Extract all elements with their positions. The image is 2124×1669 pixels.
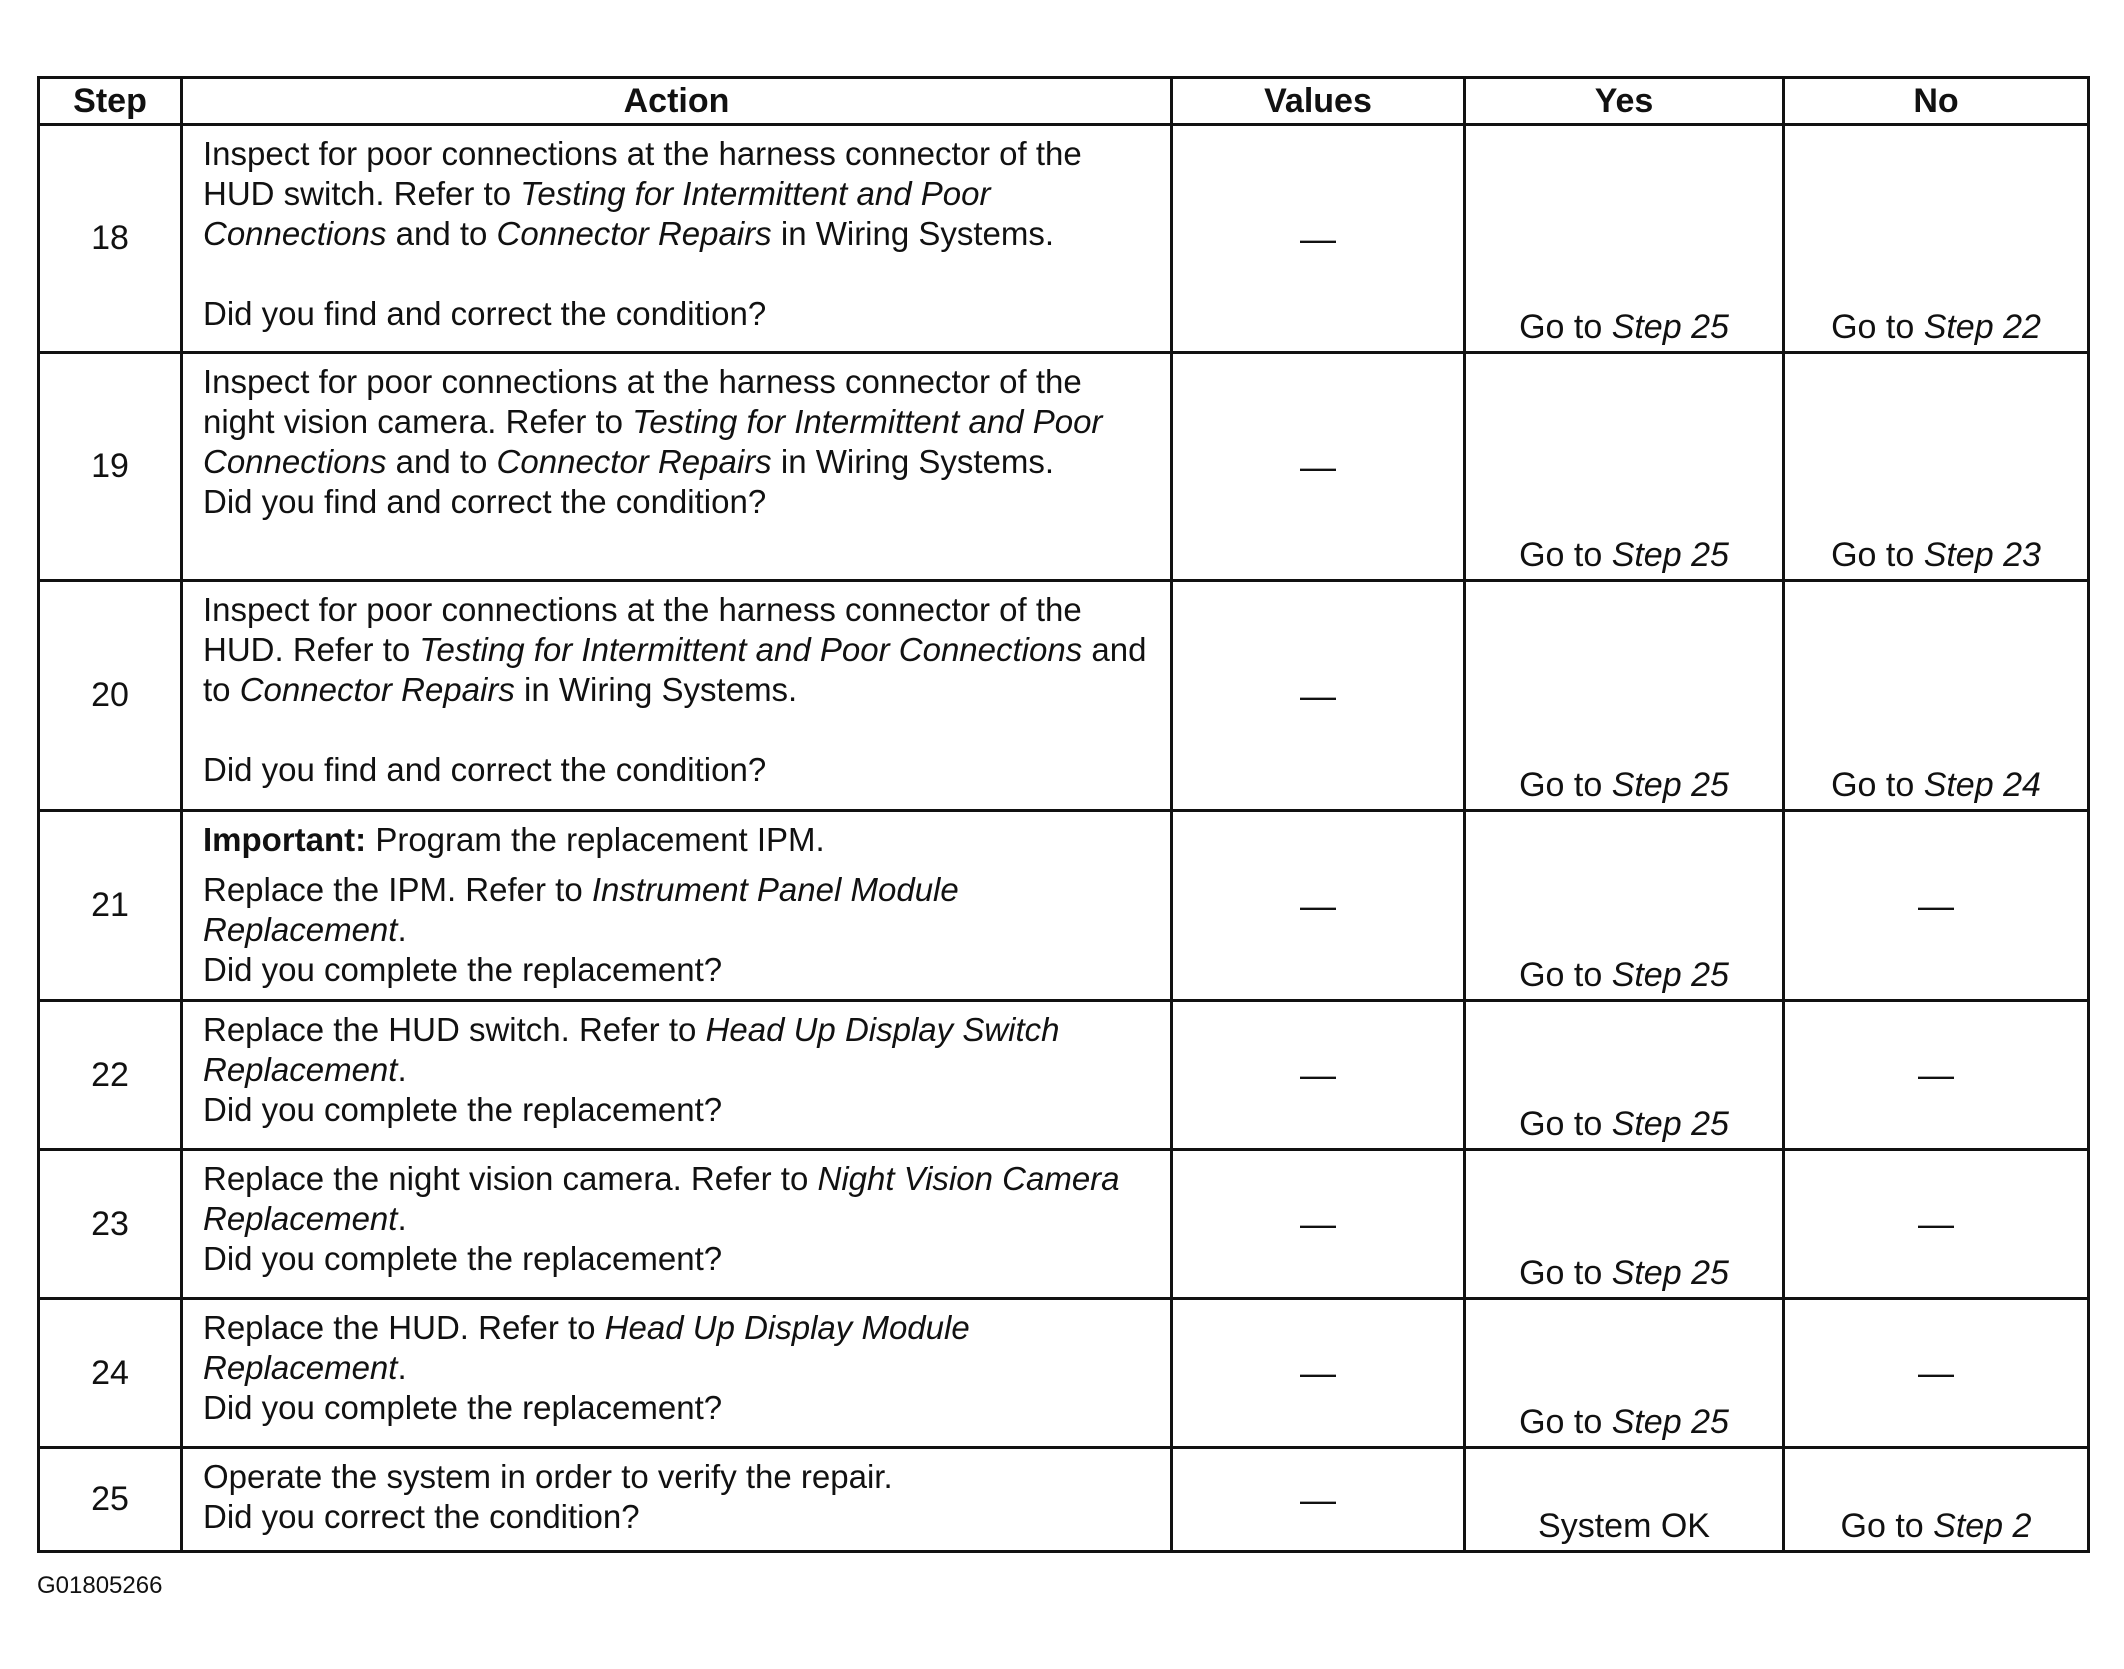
action-text: Replace the IPM. Refer to Instrument Panel Module Replacement.	[203, 871, 959, 948]
values-cell: —	[1172, 125, 1465, 353]
table-row	[39, 581, 2089, 811]
action-question: Did you find and correct the condition?	[203, 483, 767, 520]
important-note: Important: Program the replacement IPM.	[203, 821, 825, 858]
diagnostic-table-container	[37, 76, 2087, 1553]
action-question: Did you find and correct the condition?	[203, 295, 767, 332]
action-question: Did you complete the replacement?	[203, 1091, 723, 1128]
step-number: 22	[39, 1001, 182, 1150]
action-cell	[182, 125, 1172, 353]
action-text: Replace the HUD switch. Refer to Head Up Display Switch Replacement.	[203, 1011, 1060, 1088]
action-text: Inspect for poor connections at the harness connector of the night vision camera. Refer to Testing for Intermittent and Poor Connections and to Connector Repairs in Wiring Systems.	[203, 363, 1103, 480]
yes-cell: Go to Step 25	[1465, 1150, 1784, 1299]
values-cell: —	[1172, 1299, 1465, 1448]
table-row	[39, 811, 2089, 1001]
action-cell	[182, 811, 1172, 1001]
values-cell: —	[1172, 1001, 1465, 1150]
action-cell	[182, 1299, 1172, 1448]
table-row	[39, 1299, 2089, 1448]
yes-cell: Go to Step 25	[1465, 811, 1784, 1001]
step-number: 23	[39, 1150, 182, 1299]
action-cell	[182, 1001, 1172, 1150]
values-cell: —	[1172, 1448, 1465, 1552]
action-question: Did you complete the replacement?	[203, 951, 723, 988]
action-question: Did you complete the replacement?	[203, 1240, 723, 1277]
no-cell: —	[1784, 1001, 2089, 1150]
table-row	[39, 353, 2089, 581]
yes-cell: Go to Step 25	[1465, 353, 1784, 581]
yes-cell: Go to Step 25	[1465, 125, 1784, 353]
action-question: Did you complete the replacement?	[203, 1389, 723, 1426]
action-question: Did you correct the condition?	[203, 1498, 640, 1535]
no-cell: Go to Step 24	[1784, 581, 2089, 811]
step-number: 25	[39, 1448, 182, 1552]
figure-id: G01805266	[37, 1572, 163, 1599]
header-yes: Yes	[1465, 78, 1784, 125]
header-action: Action	[182, 78, 1172, 125]
values-cell: —	[1172, 811, 1465, 1001]
header-values: Values	[1172, 78, 1465, 125]
no-cell: Go to Step 23	[1784, 353, 2089, 581]
action-question: Did you find and correct the condition?	[203, 751, 767, 788]
yes-cell: Go to Step 25	[1465, 581, 1784, 811]
values-cell: —	[1172, 581, 1465, 811]
table-row	[39, 125, 2089, 353]
header-row	[39, 78, 2089, 125]
no-cell: —	[1784, 1150, 2089, 1299]
step-number: 19	[39, 353, 182, 581]
action-cell	[182, 353, 1172, 581]
header-no: No	[1784, 78, 2089, 125]
yes-cell: Go to Step 25	[1465, 1001, 1784, 1150]
header-step: Step	[39, 78, 182, 125]
no-cell: —	[1784, 811, 2089, 1001]
action-cell	[182, 1448, 1172, 1552]
values-cell: —	[1172, 1150, 1465, 1299]
action-cell	[182, 1150, 1172, 1299]
step-number: 18	[39, 125, 182, 353]
no-cell: —	[1784, 1299, 2089, 1448]
action-text: Replace the night vision camera. Refer to Night Vision Camera Replacement.	[203, 1160, 1120, 1237]
action-cell	[182, 581, 1172, 811]
action-text: Inspect for poor connections at the harness connector of the HUD. Refer to Testing for Intermittent and Poor Connections and to Connector Repairs in Wiring Systems.	[203, 591, 1147, 708]
diagnostic-table	[37, 76, 2090, 1553]
no-cell: Go to Step 22	[1784, 125, 2089, 353]
action-text: Replace the HUD. Refer to Head Up Display Module Replacement.	[203, 1309, 970, 1386]
yes-cell: System OK	[1465, 1448, 1784, 1552]
step-number: 20	[39, 581, 182, 811]
table-row	[39, 1150, 2089, 1299]
yes-cell: Go to Step 25	[1465, 1299, 1784, 1448]
no-cell: Go to Step 2	[1784, 1448, 2089, 1552]
table-row	[39, 1448, 2089, 1552]
values-cell: —	[1172, 353, 1465, 581]
step-number: 21	[39, 811, 182, 1001]
step-number: 24	[39, 1299, 182, 1448]
action-text: Operate the system in order to verify the repair.	[203, 1458, 893, 1495]
action-text: Inspect for poor connections at the harness connector of the HUD switch. Refer to Testing for Intermittent and Poor Connections and to Connector Repairs in Wiring Systems.	[203, 135, 1082, 252]
table-row	[39, 1001, 2089, 1150]
